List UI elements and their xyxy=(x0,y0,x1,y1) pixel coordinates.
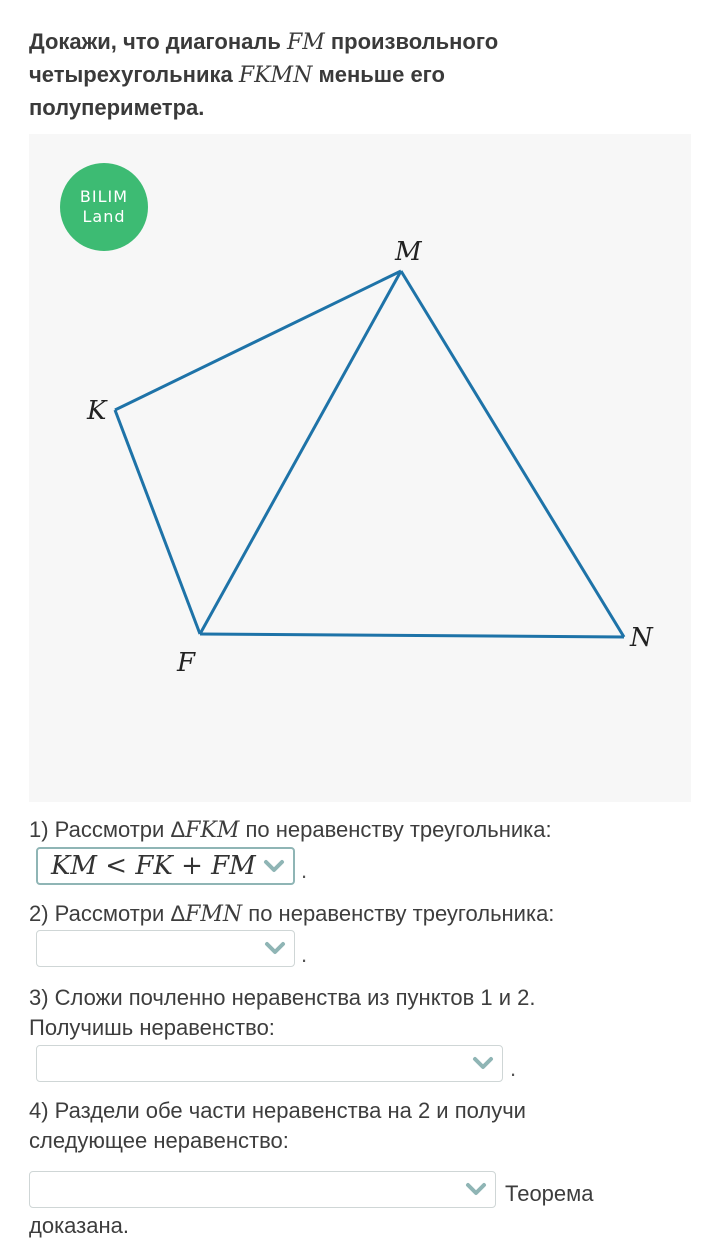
step-2-text: 2) Рассмотри ΔFMN по неравенству треугольника: xyxy=(29,901,555,927)
step-4-after-text-2: доказана. xyxy=(29,1213,129,1238)
step-1-dropdown[interactable] xyxy=(36,847,295,885)
vertex-label-K: K xyxy=(87,396,107,426)
chevron-down-icon xyxy=(472,1055,494,1071)
vertex-label-M: M xyxy=(395,237,422,267)
vertex-label-N: N xyxy=(630,623,653,653)
chevron-down-icon xyxy=(263,858,285,874)
figure-panel xyxy=(29,134,691,802)
step-2-period: . xyxy=(301,942,308,967)
step-3-dropdown[interactable] xyxy=(36,1045,503,1082)
title-line-1: Докажи, что диагональ FM произвольного xyxy=(29,29,499,55)
chevron-down-icon xyxy=(465,1181,487,1197)
quadrilateral-figure xyxy=(29,134,691,802)
side-MN xyxy=(401,271,624,637)
step-1-period: . xyxy=(301,858,308,883)
diagonal-FM xyxy=(200,271,401,634)
step-4-after-text: Теорема xyxy=(505,1181,594,1206)
vertex-label-F: F xyxy=(177,648,196,678)
chevron-down-icon xyxy=(264,940,286,956)
step-1-dropdown-value: KM < FK + FM xyxy=(51,851,256,881)
task-title xyxy=(29,26,679,124)
step-4-dropdown[interactable] xyxy=(29,1171,496,1208)
bilimland-logo: BILIM Land xyxy=(60,163,148,251)
step-4-text: 4) Раздели обе части неравенства на 2 и получи следующее неравенство: xyxy=(29,1098,526,1153)
title-line-3: полупериметра. xyxy=(29,95,205,120)
step-1-text: 1) Рассмотри ΔFKM по неравенству треугольника: xyxy=(29,817,552,843)
step-3-text: 3) Сложи почленно неравенства из пунктов 1 и 2. Получишь неравенство: xyxy=(29,985,536,1040)
side-FK xyxy=(115,410,200,634)
step-2-dropdown[interactable] xyxy=(36,930,295,967)
step-3-period: . xyxy=(510,1056,517,1081)
side-KM xyxy=(115,271,401,410)
side-NF xyxy=(200,634,624,637)
title-line-2: четырехугольника FKMN меньше его xyxy=(29,62,445,88)
